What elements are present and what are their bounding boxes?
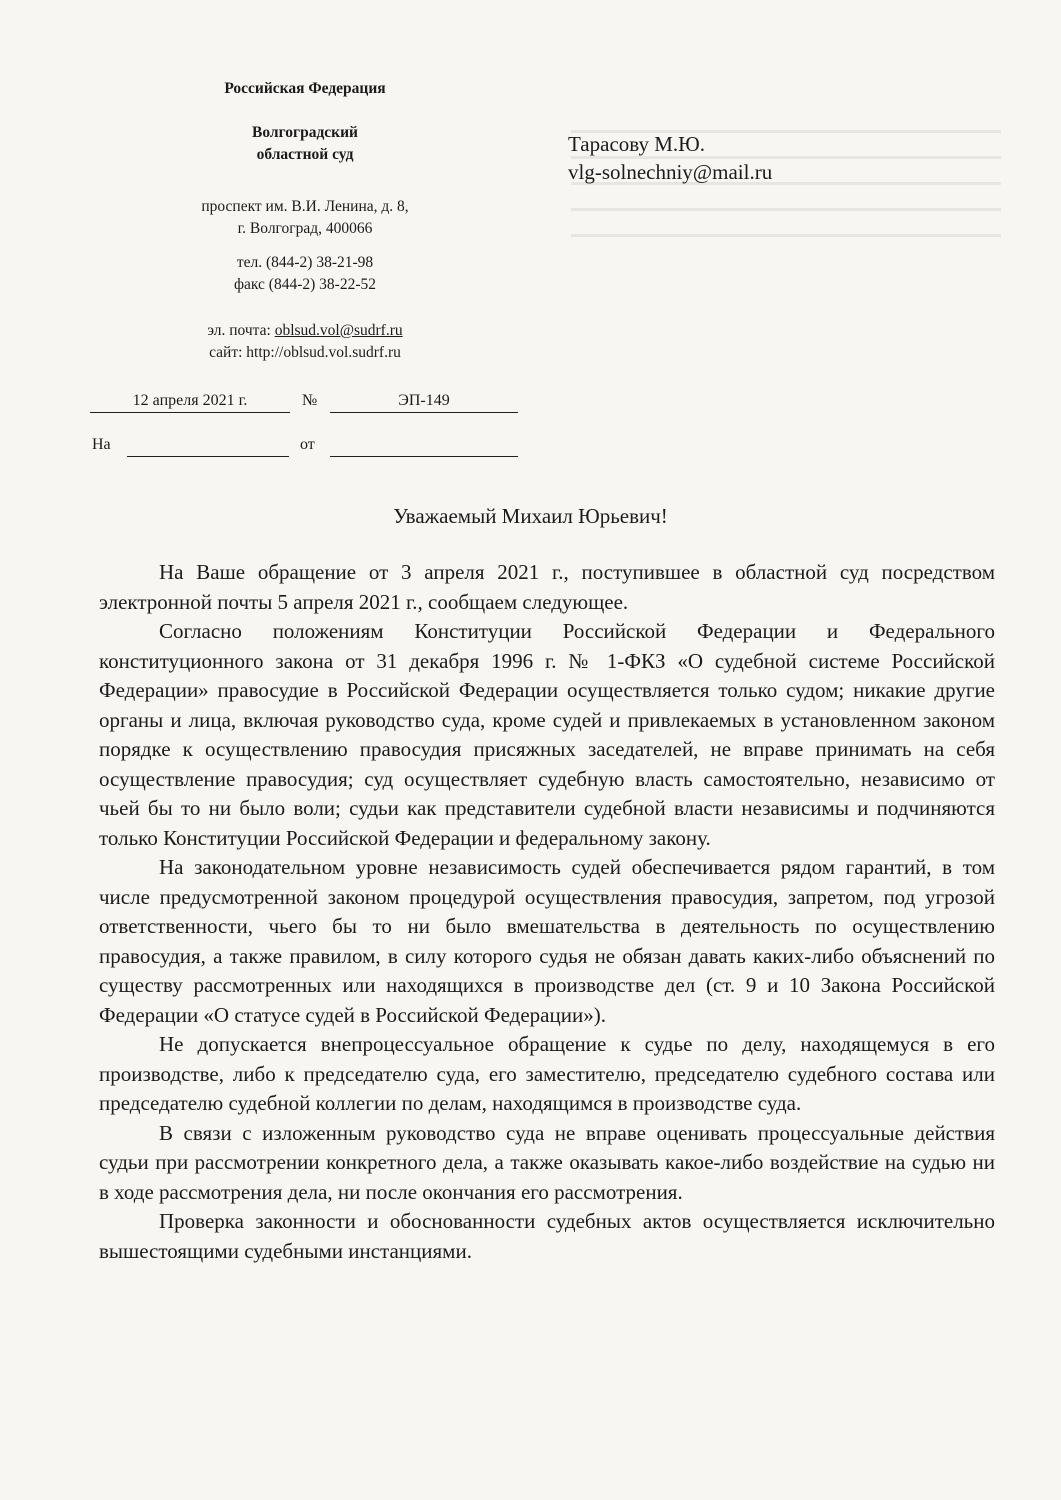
court-name-line1: Волгоградский bbox=[252, 124, 358, 141]
phone-number: тел. (844-2) 38-21-98 bbox=[236, 254, 374, 271]
letterhead-address bbox=[160, 196, 450, 240]
paragraph: В связи с изложенным руководство суда не вправе оценивать процессуальные действия судьи при рассмотрении конкретного дела, а также оказывать какое-либо воздействие на судью ни в ходе рассмотрения дела, ни после окончания его рассмотрения. bbox=[99, 1120, 995, 1204]
address-line2: г. Волгоград, 400066 bbox=[237, 220, 373, 237]
email-label: эл. почта: bbox=[207, 322, 275, 339]
email-row bbox=[150, 320, 460, 342]
paragraph: Согласно положениям Конституции Российской Федерации и Федерального конституционного закона от 31 декабря 1996 г. № 1-ФКЗ «О судебной системе Российской Федерации» правосудие в Российской Федерации осуществляется только судом; никакие другие органы и лица, включая руководство суда, кроме судей и привлекаемых в установленном законом порядке к осуществлению правосудия присяжных заседателей, не вправе принимать на себя осуществление правосудия; суд осуществляет судебную власть самостоятельно, независимо от чьей бы то ни было воли; судьи как представители судебной власти независимы и подчиняются только Конституции Российской Федерации и федеральному закону. bbox=[99, 619, 995, 850]
outgoing-number: ЭП-149 bbox=[330, 392, 518, 413]
reply-to-label: На bbox=[92, 436, 111, 453]
court-email: oblsud.vol@sudrf.ru bbox=[274, 322, 403, 339]
letterhead-court-name bbox=[190, 122, 420, 166]
letterhead-web bbox=[150, 320, 460, 364]
paragraph: На Ваше обращение от 3 апреля 2021 г., поступившее в областной суд посредством электронной почты 5 апреля 2021 г., сообщаем следующее. bbox=[99, 560, 995, 614]
recipient-email: vlg-solnechniy@mail.ru bbox=[568, 160, 773, 184]
fax-number: факс (844-2) 38-22-52 bbox=[233, 276, 376, 293]
paragraph: Проверка законности и обоснованности судебных актов осуществляется исключительно вышестоящими судебными инстанциями. bbox=[99, 1209, 995, 1263]
letterhead-contacts bbox=[180, 252, 430, 296]
paragraph: Не допускается внепроцессуальное обращение к судье по делу, находящемуся в его производстве, либо к председателю суда, его заместителю, председателю судебного состава или председателю судебной коллегии по делам, находящимся в производстве суда. bbox=[99, 1032, 995, 1115]
court-name-line2: областной суд bbox=[256, 146, 354, 163]
court-website: сайт: http://oblsud.vol.sudrf.ru bbox=[209, 344, 401, 361]
address-line1: проспект им. В.И. Ленина, д. 8, bbox=[201, 198, 409, 215]
reply-to-blank bbox=[127, 456, 289, 457]
outgoing-date: 12 апреля 2021 г. bbox=[90, 392, 290, 413]
number-sign: № bbox=[302, 392, 318, 409]
letterhead-country: Российская Федерация bbox=[224, 80, 386, 97]
paragraph: На законодательном уровне независимость судей обеспечивается рядом гарантий, в том числе предусмотренной законом процедурой осуществления правосудия, запретом, под угрозой ответственности, чьего бы то ни было вмешательства в деятельность по осуществлению правосудия, а также правилом, в силу которого судья не обязан давать каких-либо объяснений по существу рассмотренных или находящихся в производстве дел (ст. 9 и 10 Закона Российской Федерации «О статусе судей в Российской Федерации»). bbox=[99, 855, 995, 1027]
reply-from-blank bbox=[330, 456, 518, 457]
recipient-block bbox=[568, 130, 772, 186]
recipient-name: Тарасову М.Ю. bbox=[568, 132, 705, 156]
greeting: Уважаемый Михаил Юрьевич! bbox=[393, 504, 668, 528]
letter-body bbox=[99, 558, 995, 1266]
reply-from-label: от bbox=[300, 436, 315, 453]
